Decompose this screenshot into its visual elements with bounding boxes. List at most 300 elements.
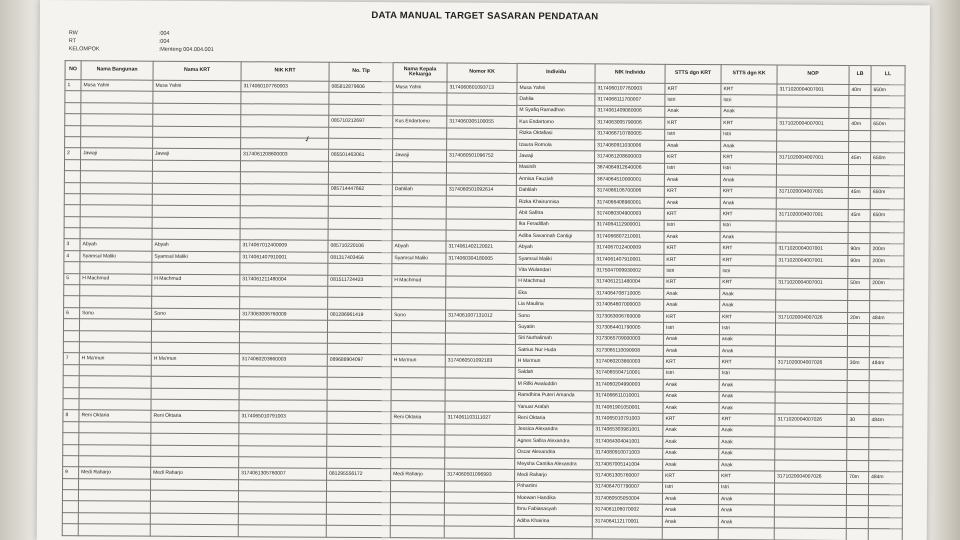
cell-nop	[776, 232, 848, 244]
cell-individu: Yanuar Arafah	[515, 401, 593, 413]
cell-stts-dgn-krt: Istri	[663, 368, 719, 380]
cell-nama-bangunan: Syamsul Maliki	[80, 251, 152, 263]
cell-stts-dgn-kk: Anak	[718, 505, 774, 517]
cell-no	[65, 91, 81, 102]
cell-no-tlp	[327, 389, 391, 401]
cell-nama-kepala-keluarga	[393, 104, 447, 116]
cell-ll	[868, 495, 902, 507]
cell-no-tlp	[329, 104, 393, 116]
cell-nama-kepala-keluarga	[392, 264, 446, 276]
cell-stts-dgn-krt: Anak	[663, 436, 719, 448]
cell-nama-kepala-keluarga	[392, 218, 446, 230]
cell-nama-kepala-keluarga	[391, 389, 445, 401]
cell-lb: 45m	[849, 153, 871, 165]
cell-stts-dgn-krt: Istri	[665, 129, 721, 141]
cell-nop: 3171020004007026	[775, 471, 847, 483]
cell-nama-kepala-keluarga	[391, 332, 445, 344]
cell-no: 5	[64, 273, 80, 284]
cell-nama-bangunan	[79, 433, 151, 445]
cell-no	[64, 296, 80, 307]
cell-lb	[846, 494, 868, 506]
cell-nama-krt	[153, 103, 241, 115]
cell-individu: H Ma'mun	[515, 356, 593, 368]
cell-nama-krt	[151, 479, 239, 491]
cell-nomor-kk	[444, 503, 514, 515]
cell-nama-bangunan	[80, 228, 152, 240]
cell-individu: Adiba Khairina	[514, 515, 592, 527]
cell-nop: 3171020004007001	[776, 187, 848, 199]
cell-nama-kepala-keluarga	[392, 298, 446, 310]
cell-stts-dgn-krt: KRT	[663, 471, 719, 483]
cell-nama-kepala-keluarga	[393, 93, 447, 105]
cell-nama-kepala-keluarga	[391, 378, 445, 390]
cell-individu: Masinih	[516, 162, 594, 174]
cell-nama-bangunan	[80, 216, 152, 228]
cell-nama-krt	[152, 262, 240, 274]
cell-nik-krt	[239, 445, 327, 457]
cell-nop	[775, 448, 847, 460]
cell-stts-dgn-kk: KRT	[719, 471, 775, 483]
cell-nop	[775, 335, 847, 347]
cell-stts-dgn-krt: KRT	[665, 152, 721, 164]
cell-individu: M Syafiq Ramadhan	[517, 105, 595, 117]
cell-nomor-kk	[445, 401, 515, 413]
cell-individu: Sono	[516, 310, 594, 322]
cell-nop: 3171020004007001	[777, 84, 849, 96]
cell-nomor-kk	[445, 344, 515, 356]
cell-lb	[848, 164, 870, 176]
cell-nik-individu: 3174061407910001	[594, 254, 664, 266]
cell-lb	[847, 438, 869, 450]
cell-nop	[777, 107, 849, 119]
cell-stts-dgn-krt: Anak	[663, 459, 719, 471]
cell-no	[63, 319, 79, 330]
cell-stts-dgn-kk: Anak	[719, 460, 775, 472]
cell-no	[65, 137, 81, 148]
cell-nama-kepala-keluarga	[392, 287, 446, 299]
cell-stts-dgn-krt: Anak	[663, 391, 719, 403]
cell-no	[64, 285, 80, 296]
cell-stts-dgn-krt: KRT	[665, 117, 721, 129]
column-header-nik-individu: NIK Individu	[595, 64, 665, 83]
column-header-no: NO	[65, 61, 81, 80]
cell-ll: 200m	[870, 255, 904, 267]
cell-individu: Siti Nurhalimah	[515, 333, 593, 345]
cell-lb: 30m	[847, 358, 869, 370]
cell-nomor-kk	[446, 230, 516, 242]
cell-stts-dgn-kk: Anak	[719, 346, 775, 358]
document-title: DATA MANUAL TARGET SASARAN PENDATAAN	[371, 10, 599, 23]
cell-nik-individu: 3174065303981001	[593, 425, 663, 437]
cell-no	[65, 125, 81, 136]
cell-lb	[849, 130, 871, 142]
cell-nama-krt	[150, 490, 238, 502]
cell-no-tlp	[327, 434, 391, 446]
cell-no	[62, 512, 78, 523]
cell-nik-krt	[241, 92, 329, 104]
cell-nama-kepala-keluarga	[393, 127, 447, 139]
cell-no: 3	[64, 239, 80, 250]
cell-nik-individu: 3173063006760009	[594, 311, 664, 323]
cell-nama-kepala-keluarga	[390, 503, 444, 515]
cell-nik-individu: 3173065110090008	[593, 345, 663, 357]
cell-nama-bangunan	[79, 330, 151, 342]
cell-nik-individu: 3174064607000003	[594, 299, 664, 311]
cell-nop	[775, 380, 847, 392]
cell-nomor-kk: 3174060501096993	[445, 469, 515, 481]
cell-nik-krt: 3174061208600003	[241, 149, 329, 161]
cell-stts-dgn-krt: Anak	[663, 334, 719, 346]
cell-ll	[869, 460, 903, 472]
cell-nama-kepala-keluarga	[393, 139, 447, 151]
cell-no-tlp	[327, 423, 391, 435]
cell-stts-dgn-kk: Istri	[721, 95, 777, 107]
cell-individu: Rizka Khairunnisa	[516, 196, 594, 208]
cell-stts-dgn-krt: Anak	[663, 425, 719, 437]
cell-nama-krt: Jawaji	[153, 149, 241, 161]
cell-individu	[514, 527, 592, 539]
cell-stts-dgn-kk: Istri	[721, 129, 777, 141]
cell-lb	[847, 392, 869, 404]
cell-nomor-kk	[445, 481, 515, 493]
cell-nomor-kk	[445, 321, 515, 333]
cell-nik-krt	[240, 206, 328, 218]
cell-no-tlp	[328, 172, 392, 184]
cell-nik-krt: 3174061211480004	[240, 274, 328, 286]
cell-individu: Dahlilah	[516, 185, 594, 197]
cell-stts-dgn-krt: Anak	[665, 106, 721, 118]
cell-nama-kepala-keluarga	[391, 458, 445, 470]
meta-value: :004	[158, 30, 170, 37]
cell-nomor-kk	[446, 264, 516, 276]
cell-nik-krt: 3174060203660003	[239, 354, 327, 366]
cell-no-tlp	[328, 207, 392, 219]
cell-individu: Eka	[516, 287, 594, 299]
cell-individu: Izaura Romola	[517, 139, 595, 151]
cell-no: 6	[64, 307, 80, 318]
cell-individu: Ika Feradillah	[516, 219, 594, 231]
cell-nik-individu: 3174061305760007	[593, 470, 663, 482]
cell-stts-dgn-kk: KRT	[720, 277, 776, 289]
cell-individu: Vita Wulandari	[516, 265, 594, 277]
cell-lb	[847, 346, 869, 358]
cell-nama-bangunan	[79, 399, 151, 411]
cell-individu: Lia Maulina	[516, 299, 594, 311]
cell-nama-bangunan: Jawaji	[81, 148, 153, 160]
cell-nop	[774, 505, 846, 517]
cell-nama-kepala-keluarga: Sono	[392, 309, 446, 321]
cell-nomor-kk	[446, 196, 516, 208]
cell-stts-dgn-kk: Anak	[721, 141, 777, 153]
cell-no	[64, 228, 80, 239]
cell-lb	[848, 176, 870, 188]
cell-lb	[847, 460, 869, 472]
cell-ll	[870, 233, 904, 245]
cell-no-tlp: 081286961419	[328, 309, 392, 321]
cell-nama-krt	[151, 319, 239, 331]
cell-nama-kepala-keluarga: Abyah	[392, 241, 446, 253]
cell-stts-dgn-kk: Anak	[721, 106, 777, 118]
cell-nama-bangunan	[79, 421, 151, 433]
cell-nama-bangunan	[78, 490, 150, 502]
cell-nama-bangunan	[79, 444, 151, 456]
cell-nik-individu: 3173065709000003	[593, 333, 663, 345]
cell-nama-bangunan	[81, 91, 153, 103]
cell-nik-krt	[239, 479, 327, 491]
cell-nik-krt	[239, 365, 327, 377]
cell-stts-dgn-krt: KRT	[664, 311, 720, 323]
cell-stts-dgn-krt: Anak	[663, 379, 719, 391]
cell-nik-individu: 3174066408960001	[594, 197, 664, 209]
cell-nop: 3171020004007026	[775, 357, 847, 369]
cell-ll	[869, 369, 903, 381]
column-header-individu: Individu	[517, 63, 595, 82]
cell-lb	[847, 381, 869, 393]
cell-stts-dgn-kk: Istri	[720, 266, 776, 278]
cell-nama-bangunan	[79, 365, 151, 377]
cell-stts-dgn-kk: KRT	[721, 118, 777, 130]
cell-individu: Meysha Cantika Alexandra	[515, 458, 593, 470]
cell-nama-krt	[152, 171, 240, 183]
cell-stts-dgn-krt: KRT	[664, 277, 720, 289]
cell-no	[62, 524, 78, 535]
cell-individu: Medi Raharjo	[515, 470, 593, 482]
cell-stts-dgn-kk: Anak	[720, 300, 776, 312]
cell-ll	[869, 392, 903, 404]
cell-stts-dgn-kk: Anak	[718, 516, 774, 528]
cell-individu: M Rifki Awaluddin	[515, 379, 593, 391]
cell-nama-krt	[152, 285, 240, 297]
cell-ll	[871, 142, 905, 154]
cell-no-tlp	[326, 503, 390, 515]
cell-nama-kepala-keluarga	[392, 230, 446, 242]
cell-nama-kepala-keluarga	[391, 321, 445, 333]
cell-nik-krt	[240, 263, 328, 275]
cell-lb	[848, 267, 870, 279]
cell-nama-bangunan	[81, 103, 153, 115]
cell-no	[63, 456, 79, 467]
cell-nama-bangunan: Medi Raharjo	[79, 467, 151, 479]
cell-stts-dgn-krt: Istri	[664, 266, 720, 278]
cell-nik-individu: 3173064401790005	[593, 322, 663, 334]
cell-nik-krt	[239, 377, 327, 389]
cell-nama-kepala-keluarga: Kus Endartomo	[393, 116, 447, 128]
cell-stts-dgn-kk: KRT	[720, 186, 776, 198]
cell-stts-dgn-krt: KRT	[664, 209, 720, 221]
cell-stts-dgn-krt: Anak	[664, 288, 720, 300]
cell-nop: 3171020004007001	[777, 152, 849, 164]
cell-no-tlp	[327, 343, 391, 355]
cell-nama-krt: Reni Oktaria	[151, 411, 239, 423]
cell-nik-krt	[238, 525, 326, 537]
cell-nop	[775, 369, 847, 381]
cell-nama-kepala-keluarga	[391, 344, 445, 356]
cell-nik-individu: 3174066611010001	[593, 390, 663, 402]
cell-nomor-kk: 3174060305100055	[447, 116, 517, 128]
cell-nik-individu: 3175047009930002	[594, 265, 664, 277]
cell-nomor-kk: 3174061103111027	[445, 412, 515, 424]
cell-nama-bangunan	[79, 478, 151, 490]
cell-no	[64, 194, 80, 205]
cell-stts-dgn-krt: Istri	[664, 163, 720, 175]
cell-nama-bangunan	[80, 194, 152, 206]
cell-stts-dgn-krt: Istri	[663, 323, 719, 335]
cell-nama-krt	[150, 513, 238, 525]
cell-nik-individu: 3674064912640006	[594, 163, 664, 175]
cell-nop	[775, 323, 847, 335]
cell-nama-krt: Medi Raharjo	[151, 467, 239, 479]
cell-nomor-kk	[447, 105, 517, 117]
cell-stts-dgn-kk: KRT	[721, 152, 777, 164]
cell-lb	[847, 335, 869, 347]
cell-stts-dgn-kk: Istri	[720, 163, 776, 175]
cell-nik-krt	[240, 183, 328, 195]
table-body	[62, 80, 905, 540]
cell-nama-kepala-keluarga: H Machmud	[392, 275, 446, 287]
cell-stts-dgn-krt: Anak	[663, 402, 719, 414]
column-header-no-tlp: No. Tlp	[329, 62, 393, 81]
cell-nik-individu: 3174060911030006	[595, 140, 665, 152]
cell-no	[64, 171, 80, 182]
cell-no	[63, 433, 79, 444]
cell-lb: 40m	[849, 119, 871, 131]
cell-nik-individu: 3174064112900001	[594, 220, 664, 232]
cell-ll: 484m	[869, 472, 903, 484]
cell-nop	[776, 221, 848, 233]
cell-nik-individu: 3174061106070002	[592, 504, 662, 516]
cell-no	[64, 159, 80, 170]
cell-stts-dgn-kk: Anak	[719, 425, 775, 437]
cell-nik-individu: 3174061409060006	[595, 106, 665, 118]
cell-nop	[774, 494, 846, 506]
cell-nop	[775, 403, 847, 415]
cell-no-tlp: 081317403456	[328, 252, 392, 264]
cell-nik-individu	[592, 527, 662, 539]
cell-nik-krt	[239, 331, 327, 343]
cell-lb	[848, 221, 870, 233]
cell-ll	[870, 301, 904, 313]
cell-no-tlp	[327, 457, 391, 469]
cell-no	[64, 262, 80, 273]
cell-stts-dgn-krt: KRT	[664, 186, 720, 198]
cell-individu: Annisa Fauziah	[516, 174, 594, 186]
cell-stts-dgn-kk: Anak	[720, 289, 776, 301]
cell-no	[63, 330, 79, 341]
cell-no	[63, 478, 79, 489]
cell-nik-krt	[238, 491, 326, 503]
cell-nop	[776, 198, 848, 210]
cell-ll	[869, 404, 903, 416]
cell-nik-individu: 3174064708710005	[594, 288, 664, 300]
cell-nama-bangunan	[78, 513, 150, 525]
cell-nik-krt	[240, 229, 328, 241]
cell-nama-krt	[151, 433, 239, 445]
cell-nop: 3171020004007001	[776, 209, 848, 221]
column-header-nama-kepala-keluarga: Nama Kepala Keluarga	[393, 63, 447, 82]
cell-lb	[849, 107, 871, 119]
cell-nomor-kk	[446, 173, 516, 185]
cell-nomor-kk	[445, 458, 515, 470]
meta-value: :004	[158, 38, 170, 45]
cell-individu: Jawaji	[517, 151, 595, 163]
cell-nik-krt	[239, 400, 327, 412]
cell-nik-individu: 3174066710780005	[595, 128, 665, 140]
cell-nik-individu: 3174060203660003	[593, 356, 663, 368]
cell-no-tlp	[328, 218, 392, 230]
cell-lb	[846, 483, 868, 495]
cell-nama-krt: Sono	[152, 308, 240, 320]
cell-stts-dgn-kk: KRT	[720, 243, 776, 255]
cell-nama-krt	[151, 388, 239, 400]
cell-nop	[777, 141, 849, 153]
cell-stts-dgn-krt: KRT	[663, 414, 719, 426]
cell-individu: Suyatin	[515, 322, 593, 334]
cell-ll	[869, 335, 903, 347]
cell-no	[64, 182, 80, 193]
cell-individu: Rizka Oktafiasi	[517, 128, 595, 140]
cell-nama-kepala-keluarga: H Ma'mun	[391, 355, 445, 367]
cell-stts-dgn-kk: Anak	[719, 391, 775, 403]
cell-individu: Saldah	[515, 367, 593, 379]
cell-nomor-kk	[445, 390, 515, 402]
cell-nomor-kk	[446, 162, 516, 174]
cell-lb: 20m	[848, 312, 870, 324]
cell-nik-individu: 3674064510000001	[594, 174, 664, 186]
cell-no	[63, 342, 79, 353]
cell-nama-krt	[152, 217, 240, 229]
cell-nama-kepala-keluarga: Musa Yahni	[393, 82, 447, 94]
cell-nomor-kk	[444, 515, 514, 527]
cell-no-tlp: 085714447662	[328, 184, 392, 196]
cell-ll: 484m	[869, 358, 903, 370]
cell-nik-individu: 3174060204990003	[593, 379, 663, 391]
cell-no: 2	[65, 148, 81, 159]
cell-ll	[869, 449, 903, 461]
cell-nop	[777, 130, 849, 142]
cell-no: 9	[63, 467, 79, 478]
cell-nama-bangunan	[79, 456, 151, 468]
cell-nik-krt	[239, 343, 327, 355]
cell-nomor-kk	[446, 276, 516, 288]
cell-no-tlp	[328, 161, 392, 173]
cell-stts-dgn-krt: KRT	[664, 243, 720, 255]
cell-ll: 650m	[871, 153, 905, 165]
cell-nama-krt: Syamsul Maliki	[152, 251, 240, 263]
target-data-table	[62, 60, 906, 540]
cell-nama-kepala-keluarga	[391, 435, 445, 447]
cell-ll	[870, 267, 904, 279]
cell-ll	[871, 96, 905, 108]
cell-stts-dgn-kk: KRT	[721, 84, 777, 96]
document-sheet	[37, 0, 930, 540]
cell-nama-bangunan	[80, 159, 152, 171]
cell-nomor-kk	[445, 435, 515, 447]
cell-nama-kepala-keluarga	[390, 526, 444, 538]
cell-nama-bangunan	[80, 171, 152, 183]
cell-individu: Ibnu Fabianasyah	[514, 504, 592, 516]
cell-nik-krt	[240, 217, 328, 229]
cell-ll	[868, 517, 902, 529]
cell-stts-dgn-kk: Anak	[719, 448, 775, 460]
cell-stts-dgn-krt: Anak	[662, 505, 718, 517]
cell-nik-krt	[240, 286, 328, 298]
cell-nama-kepala-keluarga	[391, 401, 445, 413]
cell-nik-individu: 3174064112170001	[592, 516, 662, 528]
cell-nama-krt: H Ma'mun	[151, 354, 239, 366]
cell-ll	[869, 347, 903, 359]
cell-nama-krt: Musa Yahni	[153, 80, 241, 92]
cell-no-tlp	[327, 320, 391, 332]
